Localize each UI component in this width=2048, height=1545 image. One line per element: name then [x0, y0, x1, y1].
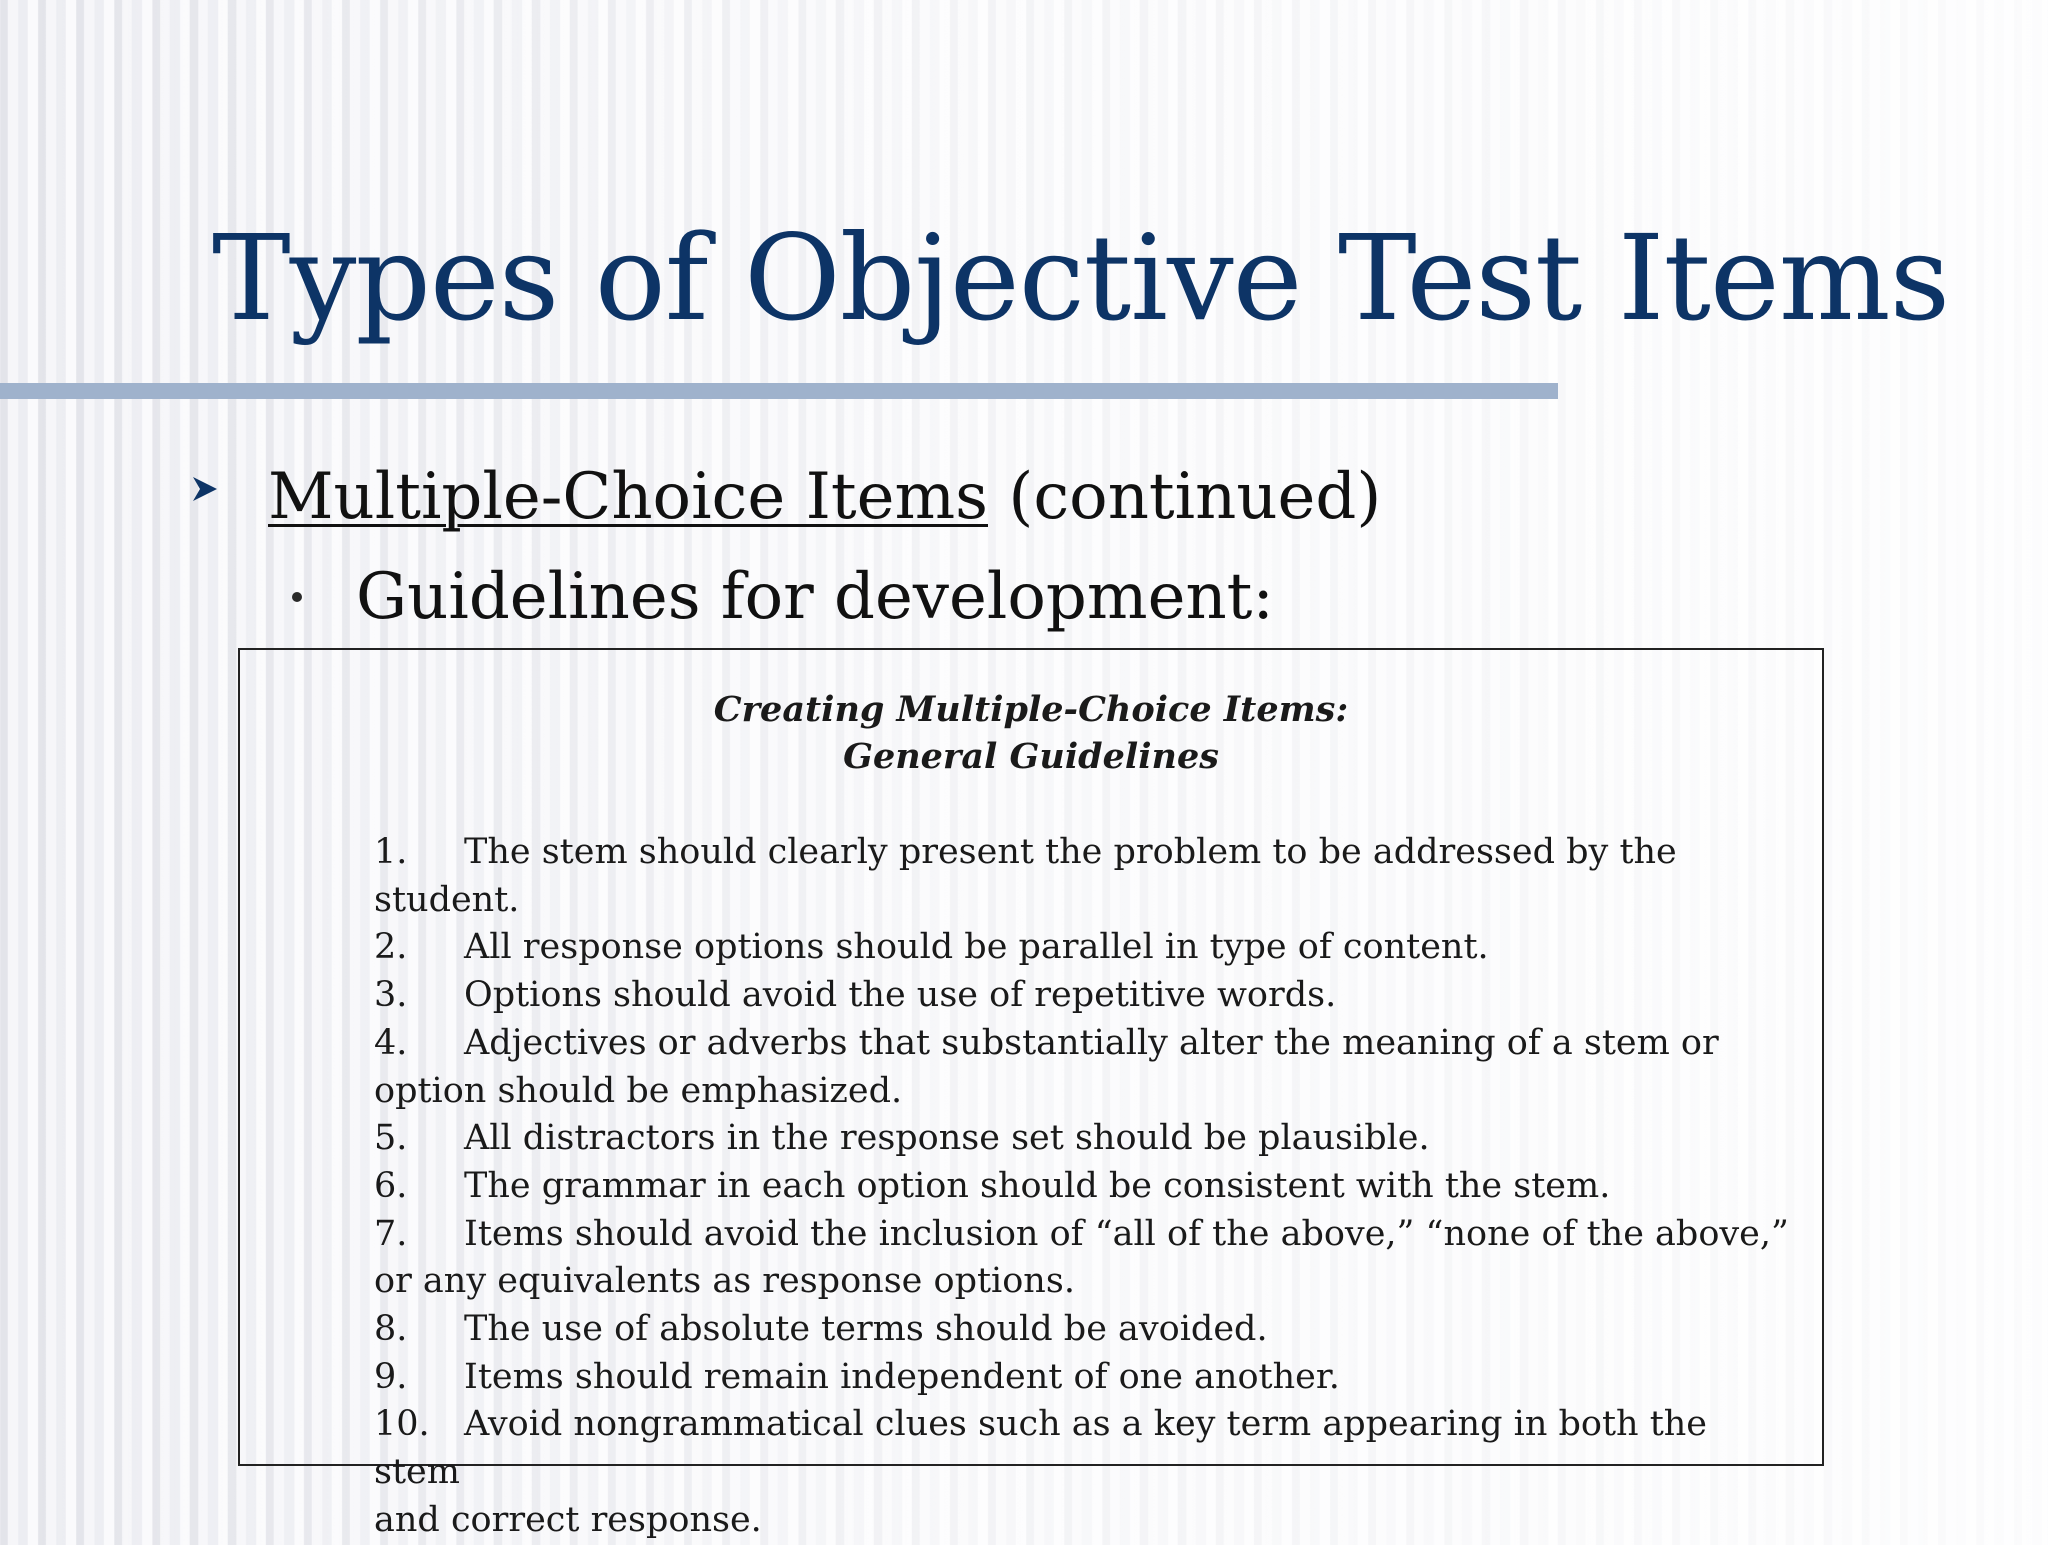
guideline-continuation: or any equivalents as response options.: [374, 1261, 1075, 1302]
guideline-text: The use of absolute terms should be avoided.: [464, 1309, 1268, 1350]
guideline-number: 8.: [374, 1309, 408, 1350]
guideline-number: 10.: [374, 1404, 430, 1445]
guideline-item: [374, 972, 1804, 1020]
guideline-text: All response options should be parallel in type of content.: [464, 927, 1489, 968]
guidelines-list: [374, 829, 1804, 1545]
guideline-number: 2.: [374, 927, 408, 968]
guideline-number: 1.: [374, 832, 408, 872]
arrowhead-bullet-icon: [190, 474, 220, 504]
guideline-number: 6.: [374, 1165, 408, 1206]
guideline-text: Avoid nongrammatical clues such as a key term appearing in both the stem: [374, 1404, 1708, 1493]
guidelines-heading-line1: Creating Multiple-Choice Items:: [713, 689, 1349, 730]
continued-suffix: (continued): [988, 460, 1382, 534]
guideline-item: [374, 1354, 1804, 1402]
guidelines-heading-line2: General Guidelines: [843, 736, 1219, 777]
bullet-1-text: [268, 460, 1381, 534]
guideline-item: [374, 1020, 1804, 1068]
guideline-text: Options should avoid the use of repetitive words.: [464, 975, 1337, 1016]
guideline-number: 9.: [374, 1356, 408, 1397]
guideline-text: The grammar in each option should be consistent with the stem.: [464, 1165, 1611, 1206]
multiple-choice-link-text: Multiple-Choice Items: [268, 460, 988, 534]
title-underline-rule: [0, 383, 1558, 399]
guideline-text: Items should remain independent of one another.: [464, 1356, 1340, 1397]
guideline-number: 7.: [374, 1213, 408, 1254]
guideline-item: [374, 1163, 1804, 1211]
guideline-continuation: student.: [374, 879, 520, 920]
bullet-multiple-choice: [196, 462, 1381, 532]
dot-bullet-icon: [292, 592, 302, 602]
slide-title: Types of Objective Test Items: [212, 209, 1950, 347]
guideline-number: 3.: [374, 975, 408, 1016]
guideline-continuation: option should be emphasized.: [374, 1070, 903, 1111]
guideline-text: Items should avoid the inclusion of “all of the above,” “none of the above,”: [464, 1213, 1789, 1254]
guideline-item: [374, 924, 1804, 972]
guideline-item: [374, 1306, 1804, 1354]
guideline-item: [374, 829, 1804, 877]
guideline-item: [374, 1115, 1804, 1163]
guideline-number: 4.: [374, 1022, 408, 1063]
guidelines-heading: [238, 686, 1824, 780]
guideline-number: 5.: [374, 1118, 408, 1159]
guideline-text: All distractors in the response set should be plausible.: [464, 1118, 1430, 1159]
guideline-text: The stem should clearly present the problem to be addressed by the: [464, 832, 1677, 872]
guideline-item: [374, 1211, 1804, 1259]
bullet-guidelines: [292, 562, 1274, 632]
guideline-item: [374, 1401, 1804, 1496]
guideline-text: Adjectives or adverbs that substantially alter the meaning of a stem or: [464, 1022, 1719, 1063]
guideline-continuation: and correct response.: [374, 1499, 762, 1540]
bullet-2-text: Guidelines for development:: [356, 560, 1274, 634]
